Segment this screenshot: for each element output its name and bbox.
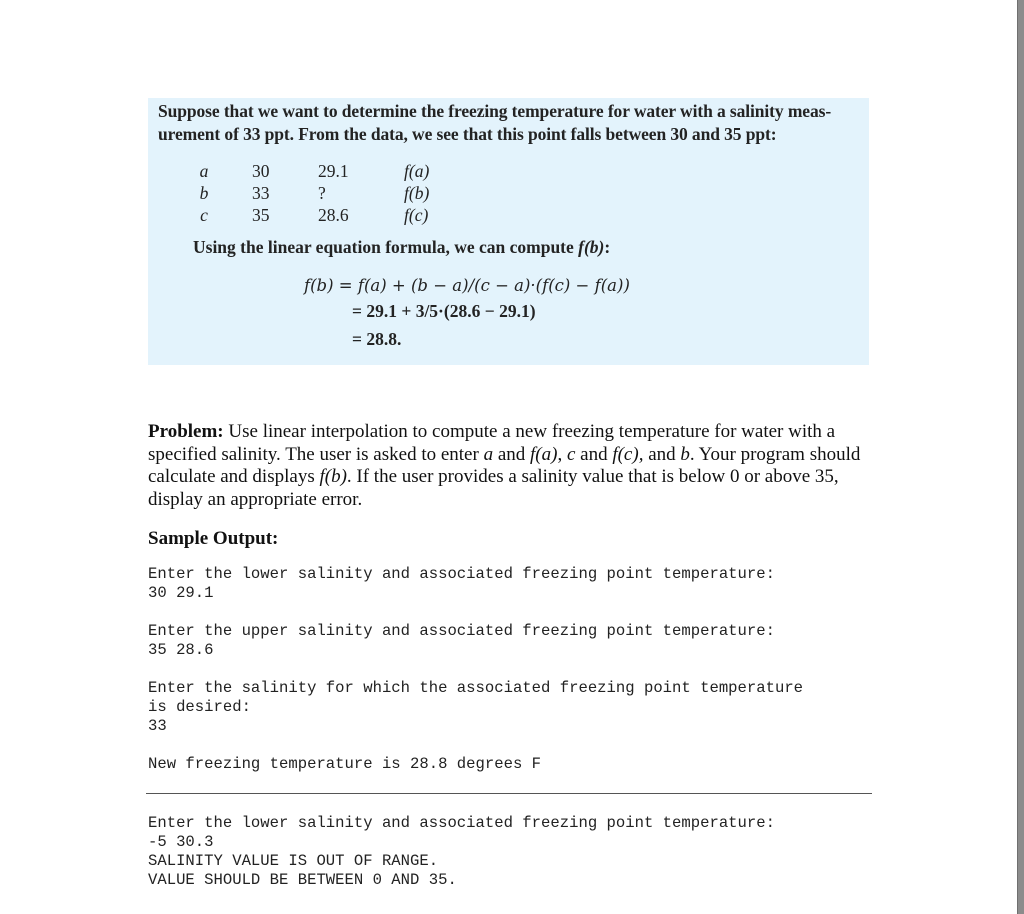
table-salinity-b: 33 — [252, 183, 270, 203]
table-salinity-c: 35 — [252, 205, 270, 225]
formula-intro — [193, 237, 610, 258]
table-salinity-a: 30 — [252, 161, 270, 181]
problem-var-c: c — [566, 443, 576, 465]
problem-text-3: . If the user provides a salinity value that is below 0 or above 35, display an appropriate error. — [148, 466, 839, 510]
sample-block-error: Enter the lower salinity and associated freezing point temperature: -5 30.3 SALINITY VALUE IS OUT OF RANGE. VALUE SHOULD BE BETWEEN 0 AND 35. — [148, 814, 775, 889]
table-temp-b: ? — [318, 183, 326, 203]
sample-output-title: Sample Output: — [148, 528, 279, 549]
formula-intro-target: f(b) — [578, 237, 605, 257]
table-func-c: f(c) — [404, 205, 429, 225]
table-var-a: a — [199, 161, 209, 181]
problem-and-1: and — [493, 443, 531, 465]
table-temp-a: 29.1 — [318, 161, 349, 181]
problem-label: Problem: — [148, 421, 224, 442]
problem-fb: f(b) — [319, 466, 347, 487]
table-func-b: f(b) — [404, 183, 430, 203]
sample-block-desired: Enter the salinity for which the associated freezing point temperature is desired: 33 — [148, 679, 804, 735]
equation-line-3: = 28.8. — [352, 329, 402, 349]
table-var-b: b — [199, 183, 209, 203]
equation-line-2: = 29.1 + 3/5·(28.6 − 29.1) — [352, 301, 536, 321]
problem-text-1: Use linear interpolation to compute a new freezing temperature for water with a specified salinity. The user is asked to enter — [148, 421, 836, 465]
intro-line-2: urement of 33 ppt. From the data, we see that this point falls between 30 and 35 ppt: — [158, 124, 777, 144]
problem-statement — [148, 421, 874, 511]
sample-block-lower: Enter the lower salinity and associated freezing point temperature: 30 29.1 — [148, 565, 775, 602]
sample-block-upper: Enter the upper salinity and associated freezing point temperature: 35 28.6 — [148, 622, 775, 659]
table-temp-c: 28.6 — [318, 205, 349, 225]
problem-and-3: and — [643, 443, 681, 465]
page-edge — [1017, 0, 1024, 914]
example-intro — [158, 100, 860, 146]
problem-text-2: . Your program should calculate and displays — [148, 443, 861, 487]
equation-line-1: f(b) = f(a) + (b − a)/(c − a)·(f(c) − f(a)) — [304, 276, 630, 295]
section-divider — [146, 793, 872, 794]
sample-block-result: New freezing temperature is 28.8 degrees F — [148, 755, 542, 773]
problem-var-a: a — [483, 443, 494, 465]
problem-comma-1: , — [557, 443, 567, 465]
formula-intro-text: Using the linear equation formula, we can compute — [193, 237, 579, 257]
problem-var-b: b — [680, 443, 690, 465]
table-var-c: c — [200, 205, 208, 225]
intro-line-1: Suppose that we want to determine the freezing temperature for water with a salinity meas- — [158, 101, 832, 121]
problem-fa: f(a) — [530, 443, 558, 465]
problem-and-2: and — [575, 443, 613, 465]
formula-intro-colon: : — [604, 237, 611, 257]
problem-fc: f(c), — [612, 443, 644, 465]
table-func-a: f(a) — [404, 161, 430, 181]
